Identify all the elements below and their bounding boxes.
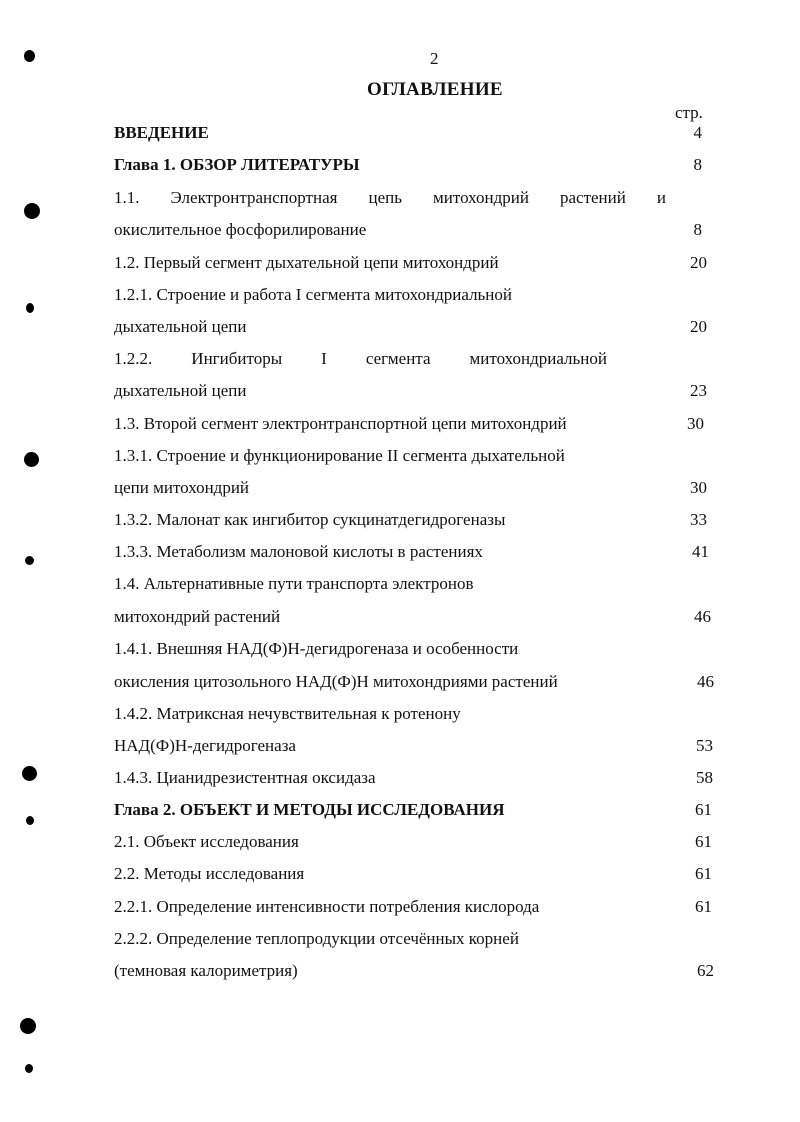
toc-entry-text: 2.2.1. Определение интенсивности потребления кислорода [114, 897, 540, 916]
binder-hole [25, 1064, 33, 1073]
toc-entry-text: митохондрий растений [114, 607, 281, 626]
toc-entry-page: 58 [696, 768, 713, 787]
toc-entry-text: 1.4.3. Цианидрезистентная оксидаза [114, 768, 376, 787]
binder-hole [20, 1018, 36, 1034]
toc-entry-page: 20 [690, 317, 707, 336]
toc-entry-text: 1.2.1. Строение и работа I сегмента митохондриальной [114, 285, 512, 304]
toc-entry-page: 61 [695, 864, 712, 883]
toc-entry-text: 1.3.3. Метаболизм малоновой кислоты в растениях [114, 542, 483, 561]
toc-entry-page: 61 [695, 897, 712, 916]
toc-entry-page: 41 [692, 542, 709, 561]
toc-entry-text: 1.4.2. Матриксная нечувствительная к ротенону [114, 704, 461, 723]
toc-entry-text: (темновая калориметрия) [114, 961, 298, 980]
toc-entry-page: 8 [693, 220, 702, 239]
toc-entry-text: НАД(Ф)Н-дегидрогеназа [114, 736, 296, 755]
toc-entry-text: 1.4. Альтернативные пути транспорта электронов [114, 574, 474, 593]
toc-entry-text: цепи митохондрий [114, 478, 250, 497]
binder-hole [26, 816, 34, 825]
page-number: 2 [430, 49, 439, 68]
toc-entry-text: дыхательной цепи [114, 381, 247, 400]
toc-entry-text: 1.3. Второй сегмент электронтранспортной цепи митохондрий [114, 414, 567, 433]
binder-hole [26, 303, 34, 313]
toc-entry-page: 46 [697, 672, 714, 691]
binder-hole [24, 203, 40, 219]
toc-entry-text: Глава 1. ОБЗОР ЛИТЕРАТУРЫ [114, 155, 360, 174]
toc-entry-page: 53 [696, 736, 713, 755]
toc-entry-page: 61 [695, 800, 712, 819]
toc-entry-page: 61 [695, 832, 712, 851]
toc-entry-text: 1.3.2. Малонат как ингибитор сукцинатдегидрогеназы [114, 510, 506, 529]
toc-entry-text: 1.1. Электронтранспортная цепь митохондрий растений и [114, 188, 666, 207]
toc-entry-text: 1.2.2. Ингибиторы I сегмента митохондриальной [114, 349, 607, 368]
toc-entry-text: ВВЕДЕНИЕ [114, 123, 209, 142]
toc-entry-page: 30 [687, 414, 704, 433]
toc-entry-text: окислительное фосфорилирование [114, 220, 367, 239]
binder-hole [24, 50, 35, 62]
binder-hole [22, 766, 37, 781]
toc-entry-page: 20 [690, 253, 707, 272]
toc-entry-page: 23 [690, 381, 707, 400]
toc-entry-text: 2.1. Объект исследования [114, 832, 299, 851]
toc-entry-text: 2.2. Методы исследования [114, 864, 305, 883]
toc-entry-text: 2.2.2. Определение теплопродукции отсечённых корней [114, 929, 519, 948]
binder-hole [25, 556, 34, 565]
page-column-header: стр. [675, 103, 703, 122]
toc-entry-text: 1.4.1. Внешняя НАД(Ф)Н-дегидрогеназа и особенности [114, 639, 519, 658]
page-title: ОГЛАВЛЕНИЕ [367, 79, 503, 100]
toc-entry-page: 46 [694, 607, 711, 626]
toc-entry-page: 62 [697, 961, 714, 980]
toc-entry-page: 30 [690, 478, 707, 497]
toc-entry-text: дыхательной цепи [114, 317, 247, 336]
toc-entry-text: 1.3.1. Строение и функционирование II сегмента дыхательной [114, 446, 565, 465]
toc-entry-text: Глава 2. ОБЪЕКТ И МЕТОДЫ ИССЛЕДОВАНИЯ [114, 800, 505, 819]
toc-entry-page: 8 [693, 155, 702, 174]
toc-entry-text: 1.2. Первый сегмент дыхательной цепи митохондрий [114, 253, 499, 272]
toc-entry-page: 33 [690, 510, 707, 529]
binder-hole [24, 452, 39, 467]
toc-entry-page: 4 [693, 123, 702, 142]
toc-entry-text: окисления цитозольного НАД(Ф)Н митохондриями растений [114, 672, 558, 691]
